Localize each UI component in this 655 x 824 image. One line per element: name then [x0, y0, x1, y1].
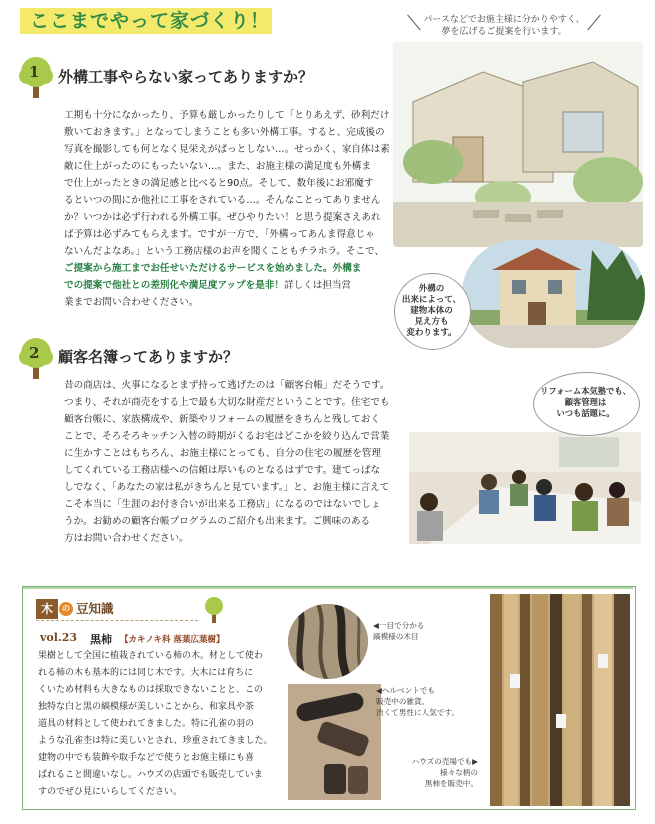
knife-caption-line: 渋くて男性に人気です。	[376, 708, 459, 717]
volume-number: vol.23	[40, 631, 78, 644]
section2-title: 顧客名簿ってありますか？	[58, 348, 239, 366]
section2-line: 昔の商店は、火事になるとまず持って逃げたのは「顧客台帳」だそうです。	[64, 380, 390, 391]
wood-trivia-line: れる柿の木も基本的には同じ木です。大木には育ちに	[38, 668, 254, 678]
section1-line: 写真を撮影しても何となく見栄えがぱっとしない…。せっかく、家自体は素	[64, 144, 390, 155]
knife-caption-line: ◀ヘルベントでも	[376, 686, 435, 695]
section1-highlight: ご提案から施工までお任せいただけるサービスを始めました。外構ま	[64, 263, 362, 274]
wood-trivia-body	[38, 648, 278, 801]
section1-body	[64, 107, 394, 311]
wood-grain-caption-line: 縞模様の木目	[373, 632, 419, 641]
store-caption-line: 黒柿を販売中。	[424, 779, 478, 788]
wood-trivia-divider	[36, 620, 198, 621]
section1-line: 敵に仕上がったのにもったいない…。また、お施主様の満足度も外構ま	[64, 161, 371, 172]
house-caption-line: 建物本体の	[410, 306, 453, 316]
section1-line: 工期も十分になかったり、予算も厳しかったりして「とりあえず、砂利だけ	[64, 110, 390, 121]
wood-trivia-strip	[23, 587, 633, 589]
wood-trivia-line: 果樹として全国に植栽されている柿の木。材として使わ	[38, 651, 264, 661]
meeting-photo	[409, 432, 641, 544]
wood-trivia-line: すのでぜひ見にいらしてください。	[38, 787, 183, 797]
section2-line: しでなく、「あなたの家は私がきちんと見ています。」と、お施主様に言えて	[64, 482, 390, 493]
section1-highlight: での提案で他社との差別化や満足度アップを是非！	[64, 280, 284, 291]
wood-trivia-line: 建物の中でも装飾や取手などで使うとお施主様にも喜	[38, 753, 255, 763]
section2-line: 顧客台帳に、家族構成や、新築やリフォームの履歴をきちんと残しておく	[64, 414, 380, 425]
section2-line: つまり、それが商売をする上で最も大切な財産だということです。住宅でも	[64, 397, 390, 408]
section2-line: 方はお問い合わせください。	[64, 533, 189, 544]
section1-line: ないんだよなあ。」という工務店様のお声を聞くこともチラホラ。そこで、	[64, 246, 385, 257]
exterior-sketch-image	[393, 42, 643, 247]
wood-grain-photo	[288, 604, 368, 679]
house-caption	[396, 284, 467, 339]
wood-trivia-line: 独特な白と黒の縞模様が美しいことから、和家具や茶	[38, 702, 255, 712]
meeting-caption	[535, 386, 636, 419]
wood-classification: 【カキノキ科 落葉広葉樹】	[120, 635, 225, 645]
store-caption	[398, 756, 478, 789]
page-title: ここまでやって家づくり！	[30, 10, 271, 32]
section2-body	[64, 377, 409, 547]
section1-number: 1	[29, 63, 40, 81]
section2-line: ことで、そろそろキッチン入替の時期がくるお宅はどこかを絞り込んで営業	[64, 431, 390, 442]
wood-trivia-line: くいため材料も大きなものは採取できないことと、この	[38, 685, 264, 695]
meeting-caption-line: いつも話題に。	[556, 408, 615, 418]
wood-grain-caption	[373, 620, 463, 642]
section1-line: 敷いておきます。」となってしまうことも多い外構工事。すると、完成後の	[64, 127, 385, 138]
knife-caption	[376, 685, 471, 718]
ki-badge: 木	[36, 599, 58, 619]
section2-line: してくれている工務店様への信頼は厚いものとなるはずです。建てっぱな	[64, 465, 381, 476]
sketch-caption	[418, 14, 590, 38]
wood-name: 黒柿	[90, 633, 112, 646]
section1-line: ば予算は必ずみてもらえます。ですが一方で、「外構ってあんま得意じゃ	[64, 229, 375, 240]
house-caption-line: 変わります。	[406, 328, 457, 338]
house-caption-line: 見え方も	[414, 317, 449, 327]
section2-line: に生かすことはもちろん、お施主様にとっても、自分の住宅の履歴を管理	[64, 448, 381, 459]
store-caption-line: ハウズの売場でも▶	[411, 757, 478, 766]
section1-line: 業までお問い合わせください。	[64, 297, 199, 308]
section1-line: で仕上がったときの満足感と比べると90点。そして、数年後にお邪魔す	[64, 178, 374, 189]
house-photo	[462, 240, 645, 348]
section1-title: 外構工事やらない家ってありますか？	[58, 68, 314, 86]
wood-trivia-line: ばれること間違いなし。ハウズの店頭でも販売していま	[38, 770, 263, 780]
section1-line: か？いつかは必ず行われる外構工事。ぜひやりたい！と思う提案さえあれ	[64, 212, 381, 223]
house-caption-line: 出来によって、	[401, 295, 462, 305]
section2-number: 2	[29, 344, 40, 362]
wood-trivia-line: ような孔雀杢は特に美しいとされ、珍重されてきました。	[38, 736, 273, 746]
store-caption-line: 様々な柄の	[440, 768, 478, 777]
small-tree-icon	[202, 596, 226, 624]
section2-line: うか。お勧めの顧客台帳プログラムのご紹介も出来ます。ご興味のある	[64, 516, 371, 527]
knife-photo	[288, 684, 381, 800]
meeting-caption-line: リフォーム本気塾でも、	[540, 386, 631, 396]
section1-line: るといつの間にか他社に工事をされている…。そんなことってありません	[64, 195, 381, 206]
wood-trivia-title: 豆知識	[76, 601, 114, 616]
meeting-caption-line: 顧客管理は	[564, 397, 607, 407]
wood-grain-caption-line: ◀一目で分かる	[373, 621, 425, 630]
house-caption-line: 外構の	[418, 284, 445, 294]
knife-caption-line: 販売中の雑貨。	[376, 697, 430, 706]
wood-trivia-line: 道具の材料として使われてきました。特に孔雀の羽の	[38, 719, 255, 729]
sketch-caption-line1: パースなどでお施主様に分かりやすく、	[423, 15, 585, 25]
sketch-caption-line2: 夢を広げるご提案を行います。	[441, 27, 567, 37]
no-badge: の	[59, 602, 73, 616]
section2-line: こそ本当に「生涯のお付き合いが出来る工務店」になるのではないでしょ	[64, 499, 381, 510]
section1-line: 詳しくは担当営	[283, 280, 352, 291]
store-photo	[490, 594, 630, 806]
